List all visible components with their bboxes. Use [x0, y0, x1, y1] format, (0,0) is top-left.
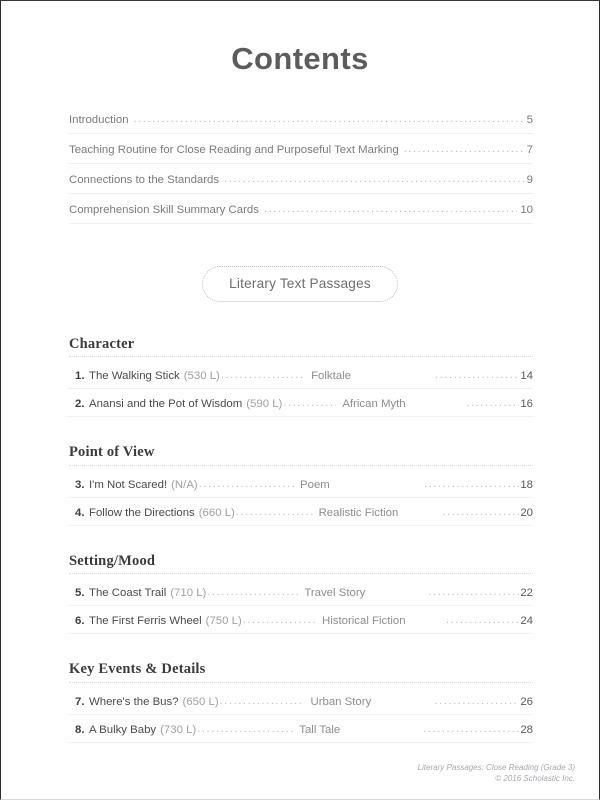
- passage-row[interactable]: [67, 398, 533, 417]
- leader-dots: [207, 587, 298, 598]
- passage-page-number: 14: [520, 370, 533, 383]
- passage-title: Where's the Bus?: [89, 695, 179, 708]
- front-matter-row[interactable]: [69, 144, 533, 164]
- passage-lexile: (750 L): [205, 615, 242, 628]
- leader-dots: [224, 174, 524, 185]
- section-heading-underline: [69, 573, 533, 574]
- passage-row[interactable]: [67, 479, 533, 498]
- passage-number: 4.: [75, 506, 85, 519]
- passage-row[interactable]: [67, 615, 533, 634]
- front-matter-list: [69, 114, 533, 224]
- passage-lexile: (660 L): [198, 506, 235, 519]
- passage-number: 2.: [75, 398, 85, 411]
- leader-dots: [423, 724, 519, 735]
- passage-number: 7.: [75, 695, 85, 708]
- passage-page-number: 20: [520, 506, 533, 519]
- front-matter-row[interactable]: [69, 174, 533, 194]
- passage-row[interactable]: [67, 370, 533, 389]
- section-heading: Point of View: [69, 444, 155, 461]
- passage-title: The Coast Trail: [89, 587, 167, 600]
- front-matter-row[interactable]: [69, 114, 533, 134]
- passage-lexile: (590 L): [246, 398, 283, 411]
- footer-title: Literary Passages: Close Reading (Grade 3): [417, 762, 575, 772]
- passage-genre: African Myth: [342, 398, 406, 411]
- passage-page-number: 16: [520, 398, 533, 411]
- leader-dots: [428, 587, 519, 598]
- passage-title: The First Ferris Wheel: [89, 615, 202, 628]
- passage-lexile: (530 L): [183, 370, 220, 383]
- leader-dots: [466, 398, 519, 409]
- passage-genre: Folktale: [311, 370, 351, 383]
- passage-number: 6.: [75, 615, 85, 628]
- contents-section: [67, 444, 533, 525]
- contents-section: [67, 661, 533, 742]
- contents-sections: [67, 336, 533, 743]
- leader-dots: [404, 144, 524, 155]
- leader-dots: [283, 398, 336, 409]
- leader-dots: [134, 114, 524, 125]
- passage-title: I'm Not Scared!: [89, 478, 168, 491]
- passage-number: 5.: [75, 587, 85, 600]
- leader-dots: [443, 507, 520, 518]
- passage-genre: Urban Story: [310, 695, 372, 708]
- page-title: Contents: [231, 41, 369, 76]
- passage-genre: Realistic Fiction: [318, 506, 399, 519]
- passage-lexile: (730 L): [160, 723, 197, 736]
- leader-dots: [446, 615, 519, 626]
- leader-dots: [221, 370, 305, 381]
- passage-row[interactable]: [67, 724, 533, 743]
- passage-lexile: (710 L): [170, 587, 207, 600]
- passage-page-number: 22: [520, 587, 533, 600]
- section-heading: Setting/Mood: [69, 552, 156, 569]
- section-badge-container: [1, 266, 599, 302]
- leader-dots: [197, 724, 293, 735]
- front-matter-label: Introduction: [69, 114, 129, 126]
- section-heading-underline: [69, 465, 533, 466]
- passage-genre: Travel Story: [304, 587, 366, 600]
- section-heading-underline: [69, 682, 533, 683]
- contents-section: [67, 336, 533, 417]
- passage-row[interactable]: [67, 587, 533, 606]
- passage-number: 3.: [75, 478, 85, 491]
- front-matter-page-number: 10: [520, 204, 533, 216]
- passage-number: 8.: [75, 723, 85, 736]
- passage-title: Follow the Directions: [89, 506, 195, 519]
- leader-dots: [199, 479, 294, 490]
- passage-genre: Poem: [300, 478, 330, 491]
- passage-row[interactable]: [67, 696, 533, 715]
- front-matter-row[interactable]: [69, 204, 533, 224]
- leader-dots: [264, 204, 517, 215]
- leader-dots: [236, 507, 313, 518]
- leader-dots: [243, 615, 316, 626]
- passage-title: The Walking Stick: [89, 370, 180, 383]
- passage-genre: Historical Fiction: [322, 615, 406, 628]
- leader-dots: [435, 370, 519, 381]
- passage-title: A Bulky Baby: [89, 723, 157, 736]
- front-matter-page-number: 7: [526, 144, 533, 156]
- literary-text-passages-badge: Literary Text Passages: [202, 266, 398, 302]
- contents-section: [67, 553, 533, 634]
- footer-copyright: © 2016 Scholastic Inc.: [495, 774, 575, 784]
- leader-dots: [220, 696, 305, 707]
- passage-row[interactable]: [67, 507, 533, 526]
- front-matter-label: Teaching Routine for Close Reading and Purposeful Text Marking: [69, 144, 399, 156]
- front-matter-page-number: 5: [526, 114, 533, 126]
- page-footer: [418, 762, 575, 785]
- leader-dots: [434, 696, 519, 707]
- front-matter-label: Comprehension Skill Summary Cards: [69, 204, 259, 216]
- passage-title: Anansi and the Pot of Wisdom: [89, 398, 243, 411]
- passage-page-number: 24: [520, 615, 533, 628]
- passage-lexile: (N/A): [171, 478, 198, 491]
- passage-page-number: 28: [520, 723, 533, 736]
- front-matter-page-number: 9: [526, 174, 533, 186]
- passage-page-number: 26: [520, 695, 533, 708]
- passage-page-number: 18: [520, 478, 533, 491]
- section-heading: Key Events & Details: [69, 661, 206, 678]
- front-matter-label: Connections to the Standards: [69, 174, 220, 186]
- section-heading: Character: [69, 336, 135, 352]
- passage-number: 1.: [75, 370, 85, 383]
- leader-dots: [424, 479, 519, 490]
- passage-genre: Tall Tale: [299, 723, 341, 736]
- section-heading-underline: [69, 356, 533, 357]
- passage-lexile: (650 L): [182, 695, 219, 708]
